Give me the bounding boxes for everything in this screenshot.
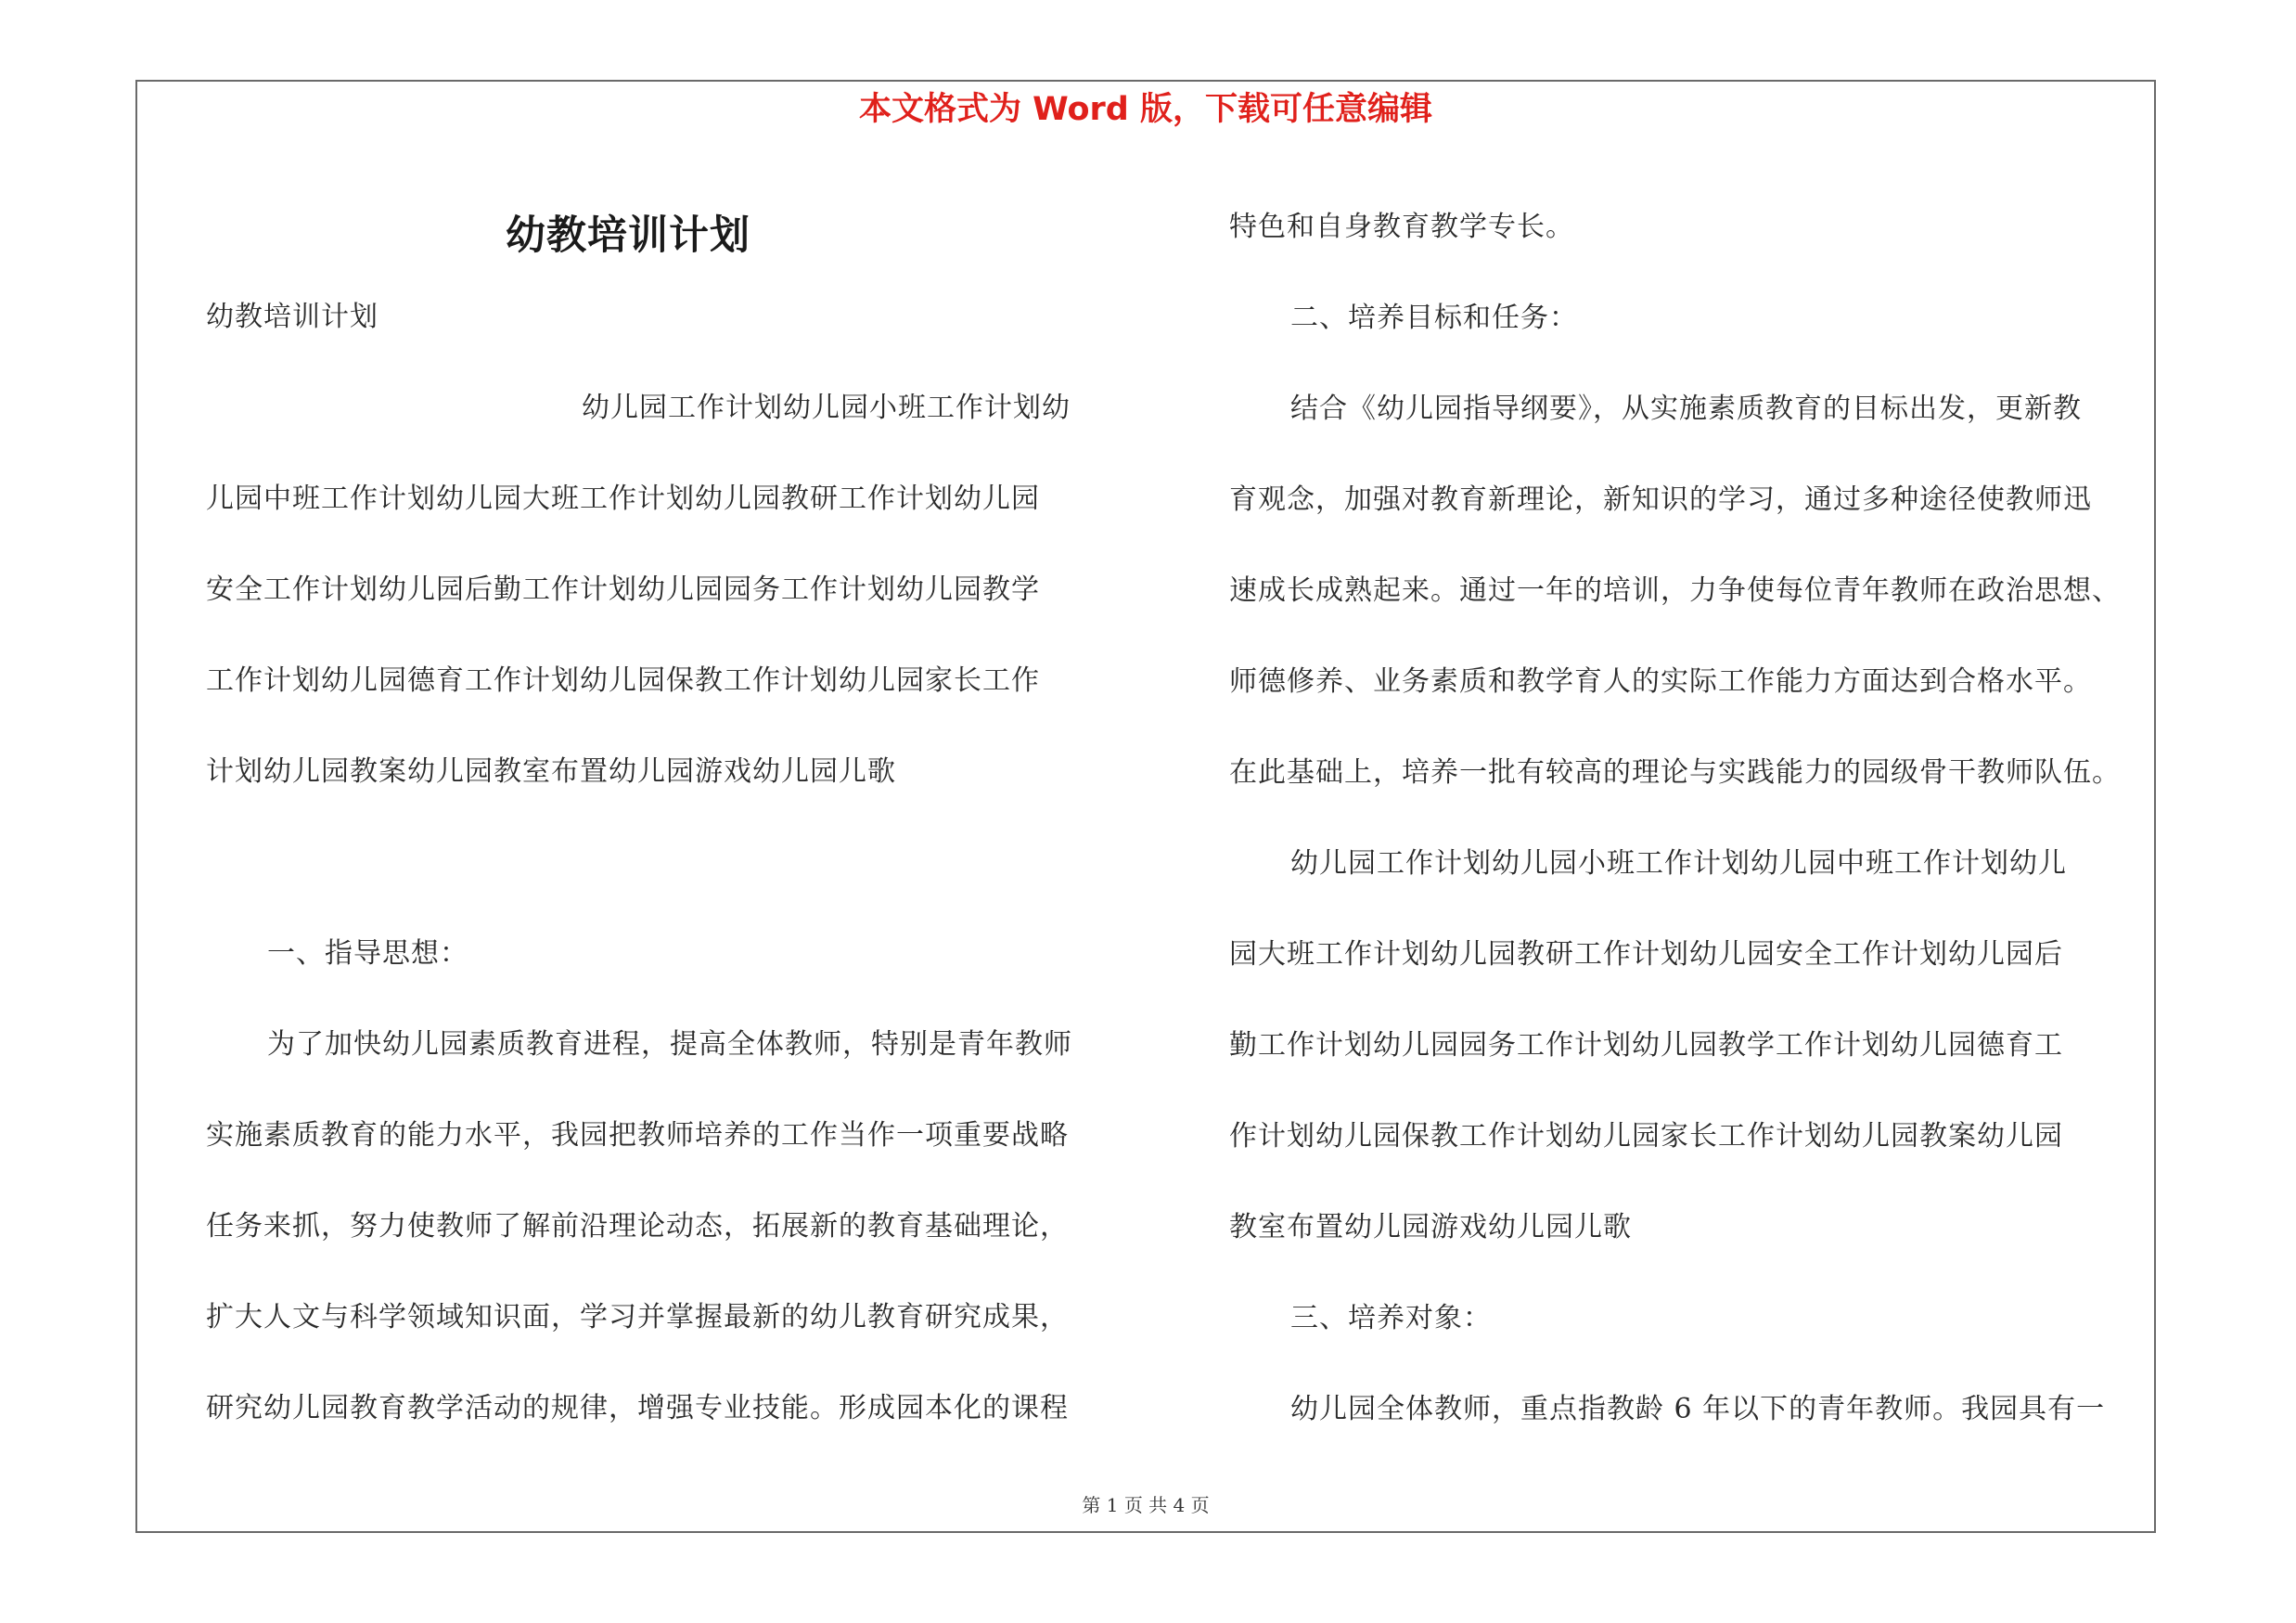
paragraph-line: 特色和自身教育教学专长。: [1229, 211, 1574, 243]
word-format-banner: 本文格式为 Word 版，下载可任意编辑: [858, 91, 1433, 128]
paragraph-line: 速成长成熟起来。通过一年的培训，力争使每位青年教师在政治思想、: [1229, 574, 2121, 607]
related-links-line: 作计划幼儿园保教工作计划幼儿园家长工作计划幼儿园教案幼儿园: [1229, 1120, 2063, 1153]
section-heading: 二、培养目标和任务：: [1290, 302, 1578, 334]
right-column: [1229, 182, 2175, 1455]
paragraph-line: 为了加快幼儿园素质教育进程，提高全体教师，特别是青年教师: [267, 1028, 1072, 1061]
left-column: [206, 200, 1143, 1454]
spacer: [206, 818, 1143, 908]
related-links-line: 幼儿园工作计划幼儿园小班工作计划幼: [582, 392, 1071, 424]
page-number-footer: 第 1 页 共 4 页: [1082, 1494, 1210, 1516]
related-links-line: 幼儿园工作计划幼儿园小班工作计划幼儿园中班工作计划幼儿: [1290, 847, 2067, 880]
paragraph-line: 研究幼儿园教育教学活动的规律，增强专业技能。形成园本化的课程: [206, 1392, 1069, 1424]
section-heading: 一、指导思想：: [267, 937, 468, 970]
related-links-line: 儿园中班工作计划幼儿园大班工作计划幼儿园教研工作计划幼儿园: [206, 483, 1040, 515]
paragraph-line: 扩大人文与科学领域知识面，学习并掌握最新的幼儿教育研究成果，: [206, 1301, 1069, 1333]
document-subtitle: 幼教培训计划: [206, 301, 378, 333]
paragraph-line: 育观念，加强对教育新理论，新知识的学习，通过多种途径使教师迅: [1229, 483, 2092, 516]
related-links-line: 教室布置幼儿园游戏幼儿园儿歌: [1229, 1211, 1632, 1243]
paragraph-line: 师德修养、业务素质和教学育人的实际工作能力方面达到合格水平。: [1229, 665, 2092, 698]
paragraph-line: 结合《幼儿园指导纲要》，从实施素质教育的目标出发，更新教: [1290, 393, 2082, 425]
related-links-line: 工作计划幼儿园德育工作计划幼儿园保教工作计划幼儿园家长工作: [206, 664, 1040, 697]
related-links-line: 园大班工作计划幼儿园教研工作计划幼儿园安全工作计划幼儿园后: [1229, 938, 2063, 971]
paragraph-line: 在此基础上，培养一批有较高的理论与实践能力的园级骨干教师队伍。: [1229, 756, 2121, 789]
document-title: 幼教培训计划: [506, 213, 750, 259]
section-heading: 三、培养对象：: [1290, 1302, 1492, 1334]
paragraph-line: 幼儿园全体教师，重点指教龄 6 年以下的青年教师。我园具有一: [1290, 1393, 2106, 1425]
related-links-line: 安全工作计划幼儿园后勤工作计划幼儿园园务工作计划幼儿园教学: [206, 573, 1040, 606]
paragraph-line: 任务来抓，努力使教师了解前沿理论动态，拓展新的教育基础理论，: [206, 1210, 1069, 1243]
related-links-line: 勤工作计划幼儿园园务工作计划幼儿园教学工作计划幼儿园德育工: [1229, 1029, 2063, 1062]
paragraph-line: 实施素质教育的能力水平，我园把教师培养的工作当作一项重要战略: [206, 1119, 1069, 1152]
related-links-line: 计划幼儿园教案幼儿园教室布置幼儿园游戏幼儿园儿歌: [206, 755, 896, 788]
